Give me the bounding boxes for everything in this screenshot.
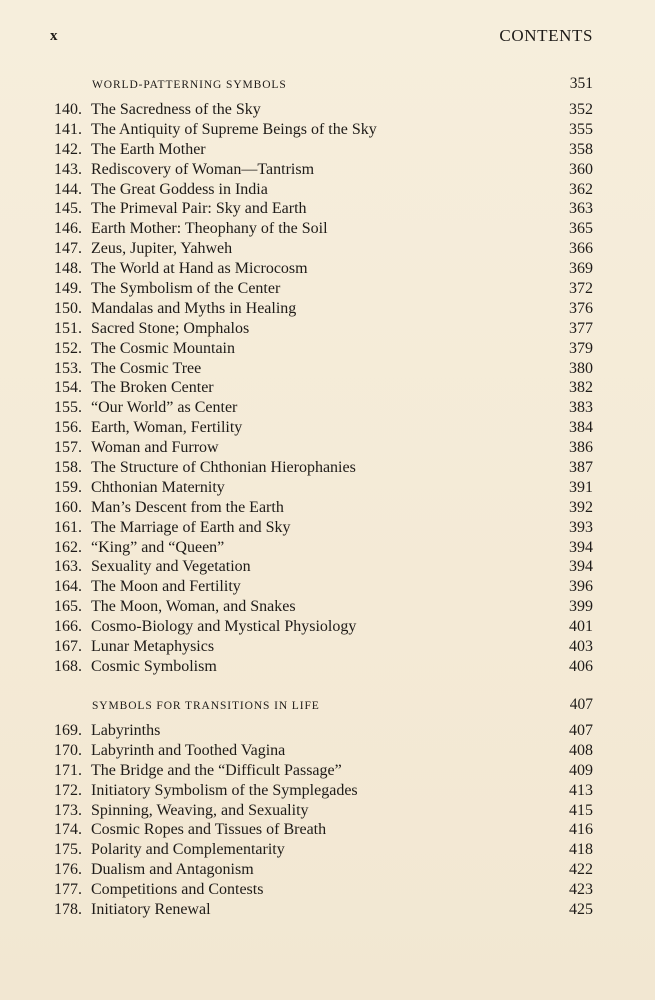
page-folio: x [50, 28, 58, 44]
entry-page-number: 352 [569, 101, 593, 118]
entry-title: Woman and Furrow [91, 439, 219, 457]
entry-page-number: 422 [569, 861, 593, 879]
entry-title: Spinning, Weaving, and Sexuality [91, 801, 309, 819]
running-head [50, 26, 593, 50]
entry-number: 162. [54, 538, 82, 556]
toc-entry [46, 801, 593, 821]
entry-title: Cosmo-Biology and Mystical Physiology [91, 618, 357, 636]
entry-number: 161. [54, 518, 82, 536]
toc-entry [46, 478, 593, 498]
entry-number: 160. [54, 498, 82, 516]
toc-entry [46, 741, 593, 761]
entry-number: 177. [54, 881, 82, 899]
entry-title: Earth Mother: Theophany of the Soil [91, 220, 328, 238]
entry-title: The Primeval Pair: Sky and Earth [91, 200, 307, 218]
toc-entry [46, 259, 593, 279]
entry-title: The Cosmic Tree [91, 359, 202, 377]
entry-number: 164. [54, 578, 82, 596]
entry-number: 155. [54, 399, 82, 417]
entry-number: 150. [54, 299, 82, 317]
entry-page-number: 376 [569, 299, 593, 317]
entry-title: Polarity and Complementarity [91, 841, 285, 859]
entry-page-number: 403 [569, 638, 593, 656]
entry-number: 148. [54, 260, 82, 278]
toc-entry [46, 617, 593, 637]
toc-entry [46, 657, 593, 677]
entry-number: 171. [54, 761, 82, 779]
entry-page-number: 394 [569, 538, 593, 556]
entry-page-number: 386 [569, 439, 593, 457]
toc-entry [46, 299, 593, 319]
entry-title: The Great Goddess in India [91, 180, 268, 198]
entry-page-number: 413 [569, 781, 593, 799]
toc-entry [46, 557, 593, 577]
toc-entry [46, 438, 593, 458]
entry-number: 175. [54, 841, 82, 859]
entry-title: Competitions and Contests [91, 881, 264, 899]
toc-entry [46, 597, 593, 617]
toc-entry [46, 577, 593, 597]
entry-page-number: 393 [569, 518, 593, 536]
section-title: WORLD-PATTERNING SYMBOLS [92, 79, 287, 91]
entry-title: Labyrinths [91, 722, 161, 739]
entry-page-number: 360 [569, 160, 593, 178]
entry-number: 157. [54, 439, 82, 457]
entry-page-number: 355 [569, 120, 593, 138]
entry-title: The Marriage of Earth and Sky [91, 518, 291, 536]
entry-number: 144. [54, 180, 82, 198]
entry-title: Earth, Woman, Fertility [91, 419, 243, 437]
entry-page-number: 379 [569, 339, 593, 357]
toc-entry [46, 160, 593, 180]
entry-title: Rediscovery of Woman—Tantrism [91, 160, 315, 178]
entry-number: 151. [54, 319, 82, 337]
entry-number: 143. [54, 160, 82, 178]
toc-entry [46, 761, 593, 781]
toc-entry [46, 359, 593, 379]
entry-number: 145. [54, 200, 82, 218]
entry-number: 168. [54, 657, 82, 675]
entry-title: The Symbolism of the Center [91, 280, 281, 298]
entry-page-number: 362 [569, 180, 593, 198]
entry-number: 172. [54, 781, 82, 799]
entry-title: Cosmic Ropes and Tissues of Breath [91, 821, 327, 839]
entry-number: 165. [54, 598, 82, 616]
toc-entry-list [46, 721, 593, 920]
entry-title: Dualism and Antagonism [91, 861, 254, 879]
entry-page-number: 369 [569, 260, 593, 278]
entry-number: 141. [54, 120, 82, 138]
running-title: CONTENTS [499, 26, 593, 45]
toc-entry [46, 637, 593, 657]
section-title: SYMBOLS FOR TRANSITIONS IN LIFE [92, 700, 320, 712]
entry-number: 170. [54, 741, 82, 759]
entry-number: 142. [54, 140, 82, 158]
entry-page-number: 416 [569, 821, 593, 839]
entry-title: Initiatory Symbolism of the Symplegades [91, 781, 358, 799]
entry-number: 173. [54, 801, 82, 819]
entry-page-number: 365 [569, 220, 593, 238]
entry-page-number: 425 [569, 901, 593, 919]
entry-title: Cosmic Symbolism [91, 657, 217, 675]
toc-entry [46, 339, 593, 359]
entry-number: 169. [54, 722, 82, 739]
entry-number: 156. [54, 419, 82, 437]
entry-title: Initiatory Renewal [91, 901, 211, 919]
entry-page-number: 408 [569, 741, 593, 759]
section-page-number: 351 [569, 75, 593, 92]
entry-number: 163. [54, 558, 82, 576]
toc-entry [46, 180, 593, 200]
toc-entry [46, 840, 593, 860]
entry-page-number: 423 [569, 881, 593, 899]
toc-entry [46, 900, 593, 920]
entry-page-number: 380 [569, 359, 593, 377]
entry-page-number: 377 [569, 319, 593, 337]
entry-page-number: 396 [569, 578, 593, 596]
toc-entry [46, 418, 593, 438]
entry-page-number: 407 [569, 722, 593, 739]
section-heading-transitions [92, 696, 593, 718]
toc-entry [46, 120, 593, 140]
entry-page-number: 387 [569, 459, 593, 477]
entry-title: Lunar Metaphysics [91, 638, 215, 656]
entry-title: The Structure of Chthonian Hierophanies [91, 459, 356, 477]
entry-number: 178. [54, 901, 82, 919]
toc-entry-list [46, 100, 593, 677]
entry-page-number: 406 [569, 657, 593, 675]
toc-entry [46, 140, 593, 160]
entry-page-number: 391 [569, 478, 593, 496]
toc-entry [46, 880, 593, 900]
entry-number: 166. [54, 618, 82, 636]
entry-page-number: 363 [569, 200, 593, 218]
entry-title: Zeus, Jupiter, Yahweh [91, 240, 233, 258]
entry-title: The Bridge and the “Difficult Passage” [91, 761, 342, 779]
toc-entry [46, 100, 593, 120]
toc-entry [46, 239, 593, 259]
entry-page-number: 366 [569, 240, 593, 258]
entry-page-number: 409 [569, 761, 593, 779]
entry-page-number: 401 [569, 618, 593, 636]
entry-page-number: 392 [569, 498, 593, 516]
entry-title: Labyrinth and Toothed Vagina [91, 741, 286, 759]
toc-entry [46, 538, 593, 558]
entry-title: The Cosmic Mountain [91, 339, 235, 357]
entry-number: 153. [54, 359, 82, 377]
section-page-number: 407 [569, 696, 593, 713]
entry-title: The Sacredness of the Sky [91, 101, 261, 118]
entry-title: Sexuality and Vegetation [91, 558, 251, 576]
entry-title: Chthonian Maternity [91, 478, 225, 496]
entry-page-number: 384 [569, 419, 593, 437]
entry-title: The Moon, Woman, and Snakes [91, 598, 296, 616]
toc-entry [46, 721, 593, 741]
entry-title: Man’s Descent from the Earth [91, 498, 284, 516]
toc-entry [46, 378, 593, 398]
entry-number: 146. [54, 220, 82, 238]
toc-entry [46, 219, 593, 239]
toc-entry [46, 458, 593, 478]
entry-number: 152. [54, 339, 82, 357]
entry-number: 147. [54, 240, 82, 258]
toc-entry [46, 319, 593, 339]
entry-page-number: 394 [569, 558, 593, 576]
entry-page-number: 418 [569, 841, 593, 859]
entry-title: Mandalas and Myths in Healing [91, 299, 297, 317]
entry-number: 154. [54, 379, 82, 397]
toc-entry [46, 860, 593, 880]
entry-title: “King” and “Queen” [91, 538, 225, 556]
entry-title: The Antiquity of Supreme Beings of the Sky [91, 120, 377, 138]
entry-number: 176. [54, 861, 82, 879]
toc-entry [46, 398, 593, 418]
toc-entry [46, 820, 593, 840]
entry-title: “Our World” as Center [91, 399, 238, 417]
entry-number: 158. [54, 459, 82, 477]
entry-title: The Earth Mother [91, 140, 206, 158]
entry-number: 174. [54, 821, 82, 839]
entry-title: The World at Hand as Microcosm [91, 260, 308, 278]
entry-number: 167. [54, 638, 82, 656]
entry-page-number: 415 [569, 801, 593, 819]
toc-entry [46, 498, 593, 518]
section-heading-world-patterning [92, 75, 593, 97]
toc-entry [46, 518, 593, 538]
entry-title: The Broken Center [91, 379, 214, 397]
toc-entry [46, 199, 593, 219]
entry-page-number: 372 [569, 280, 593, 298]
entry-title: The Moon and Fertility [91, 578, 241, 596]
entry-number: 140. [54, 101, 82, 118]
entry-page-number: 399 [569, 598, 593, 616]
toc-entry [46, 279, 593, 299]
entry-number: 149. [54, 280, 82, 298]
entry-title: Sacred Stone; Omphalos [91, 319, 250, 337]
entry-page-number: 358 [569, 140, 593, 158]
toc-entry [46, 781, 593, 801]
entry-page-number: 382 [569, 379, 593, 397]
entry-number: 159. [54, 478, 82, 496]
entry-page-number: 383 [569, 399, 593, 417]
